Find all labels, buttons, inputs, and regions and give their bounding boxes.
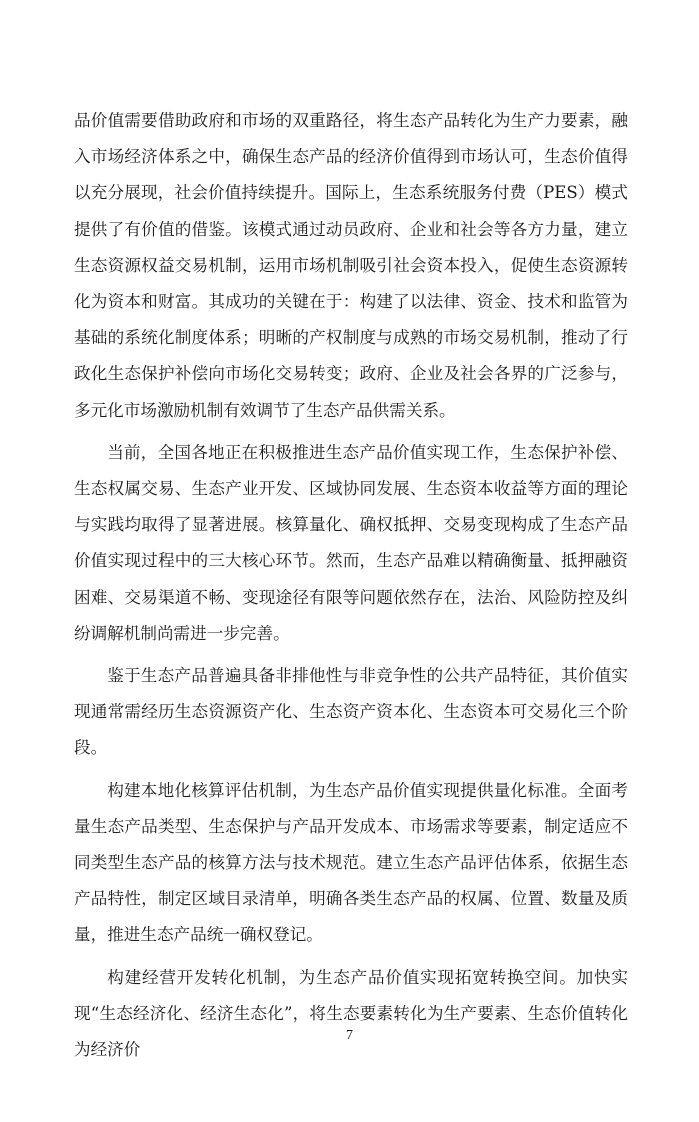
paragraph: 构建经营开发转化机制，为生态产品价值实现拓宽转换空间。加快实现“生态经济化、经济生态化”，将生态要素转化为生产要素、生态价值转化为经济价	[74, 967, 628, 1060]
paragraph: 鉴于生态产品普遍具备非排他性与非竞争性的公共产品特征，其价值实现通常需经历生态资源资产化、生态资产资本化、生态资本可交易化三个阶段。	[74, 666, 628, 758]
paragraph: 当前，全国各地正在积极推进生态产品价值实现工作，生态保护补偿、生态权属交易、生态产业开发、区域协同发展、生态资本收益等方面的理论与实践均取得了显著进展。核算量化、确权抵押、交易变现构成了生态产品价值实现过程中的三大核心环节。然而，生态产品难以精确衡量、抵押融资困难、交易渠道不畅、变现途径有限等问题依然存在，法治、风险防控及纠纷调解机制尚需进一步完善。	[74, 442, 628, 643]
page-number: 7	[346, 1028, 353, 1043]
paragraph-continued: 品价值需要借助政府和市场的双重路径，将生态产品转化为生产力要素，融入市场经济体系之中，确保生态产品的经济价值得到市场认可，生态价值得以充分展现，社会价值持续提升。国际上，生态系统服务付费（PES）模式提供了有价值的借鉴。该模式通过动员政府、企业和社会等各方力量，建立生态资源权益交易机制，运用市场机制吸引社会资本投入，促使生态资源转化为资本和财富。其成功的关键在于：构建了以法律、资金、技术和监管为基础的系统化制度体系；明晰的产权制度与成熟的市场交易机制，推动了行政化生态保护补偿向市场化交易转变；政府、企业及社会各界的广泛参与，多元化市场激励机制有效调节了生态产品供需关系。	[74, 111, 628, 420]
paragraph: 构建本地化核算评估机制，为生态产品价值实现提供量化标准。全面考量生态产品类型、生态保护与产品开发成本、市场需求等要素，制定适应不同类型生态产品的核算方法与技术规范。建立生态产品评估体系，依据生态产品特性，制定区域目录清单，明确各类生态产品的权属、位置、数量及质量，推进生态产品统一确权登记。	[74, 780, 628, 945]
body-text	[74, 103, 628, 1074]
